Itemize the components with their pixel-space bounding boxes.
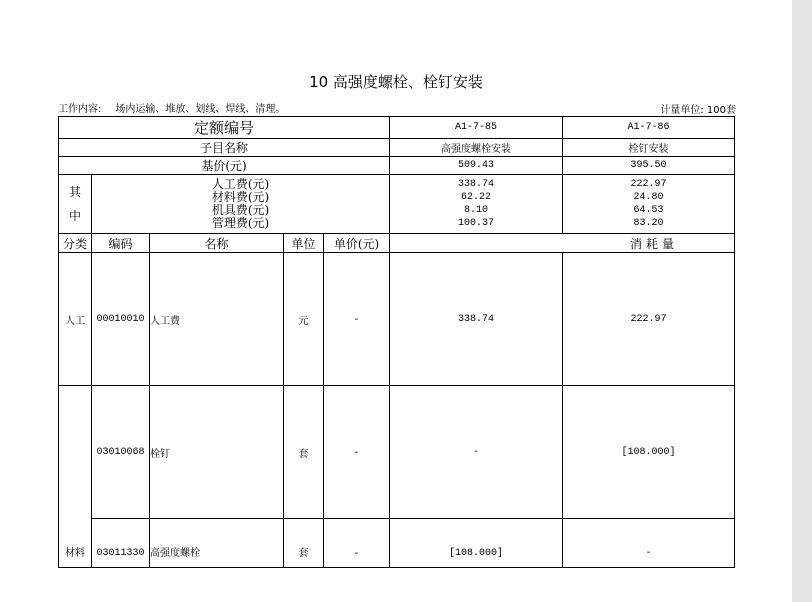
row-value-2: [108.000] [563, 386, 735, 519]
col-name: 名称 [150, 234, 284, 253]
sub-item-name-2: 栓钉安装 [563, 139, 735, 157]
table-row [59, 253, 735, 386]
cost-values-2: 222.97 24.80 64.53 83.20 [563, 175, 735, 234]
row-unit: 套 [284, 386, 324, 519]
row-code: 00010010 [92, 253, 150, 386]
sub-item-row [59, 139, 735, 157]
row-category-material: 材料 [59, 386, 92, 568]
material-cost-label: 材料费(元) [211, 190, 270, 204]
work-content [58, 100, 285, 115]
row-unit: 套 [284, 519, 324, 568]
row-value-2: 222.97 [563, 253, 735, 386]
quota-code-1: A1-7-85 [390, 117, 563, 139]
unit-label: 计量单位: 100套 [660, 105, 736, 116]
row-name: 人工费 [150, 253, 284, 386]
work-content-text: 场内运输、堆放、划线、焊线、清理。 [115, 104, 286, 115]
row-value-1: - [390, 386, 563, 519]
base-price-row [59, 157, 735, 175]
row-category: 人工 [59, 253, 92, 386]
vertical-scrollbar[interactable] [792, 0, 812, 602]
quota-code-row [59, 117, 735, 139]
col-category: 分类 [59, 234, 92, 253]
row-code: 03010068 [92, 386, 150, 519]
labor-cost-label: 人工费(元) [211, 177, 270, 191]
management-cost-label: 管理费(元) [211, 216, 270, 230]
column-header-row [59, 234, 735, 253]
sub-item-name-1: 高强度螺栓安装 [390, 139, 563, 157]
quota-table [58, 116, 735, 568]
row-unit: 元 [284, 253, 324, 386]
page-title: 10 高强度螺栓、栓钉安装 [309, 73, 483, 91]
machine-cost-label: 机具费(元) [211, 203, 270, 217]
work-content-label: 工作内容: [58, 104, 102, 115]
row-unit-price: - [324, 386, 390, 519]
base-price-2: 395.50 [563, 157, 735, 175]
row-unit-price: - [324, 519, 390, 568]
col-consumption: 消 耗 量 [390, 234, 735, 253]
base-price-1: 509.43 [390, 157, 563, 175]
col-code: 编码 [92, 234, 150, 253]
cost-values-1: 338.74 62.22 8.10 100.37 [390, 175, 563, 234]
quota-code-label: 定额编号 [59, 117, 390, 139]
cost-breakdown-row [59, 175, 735, 234]
row-name: 高强度螺栓 [150, 519, 284, 568]
row-value-2: - [563, 519, 735, 568]
row-name: 栓钉 [150, 386, 284, 519]
row-value-1: [108.000] [390, 519, 563, 568]
row-unit-price: - [324, 253, 390, 386]
col-unit-price: 单价(元) [324, 234, 390, 253]
of-which-label: 其 中 [59, 175, 92, 234]
cost-item-labels [92, 175, 390, 234]
table-row [59, 386, 735, 519]
quota-code-2: A1-7-86 [563, 117, 735, 139]
row-value-1: 338.74 [390, 253, 563, 386]
col-unit: 单位 [284, 234, 324, 253]
row-code: 03011330 [92, 519, 150, 568]
base-price-label: 基价(元) [59, 157, 390, 175]
table-row [59, 519, 735, 568]
sub-item-label: 子目名称 [59, 139, 390, 157]
